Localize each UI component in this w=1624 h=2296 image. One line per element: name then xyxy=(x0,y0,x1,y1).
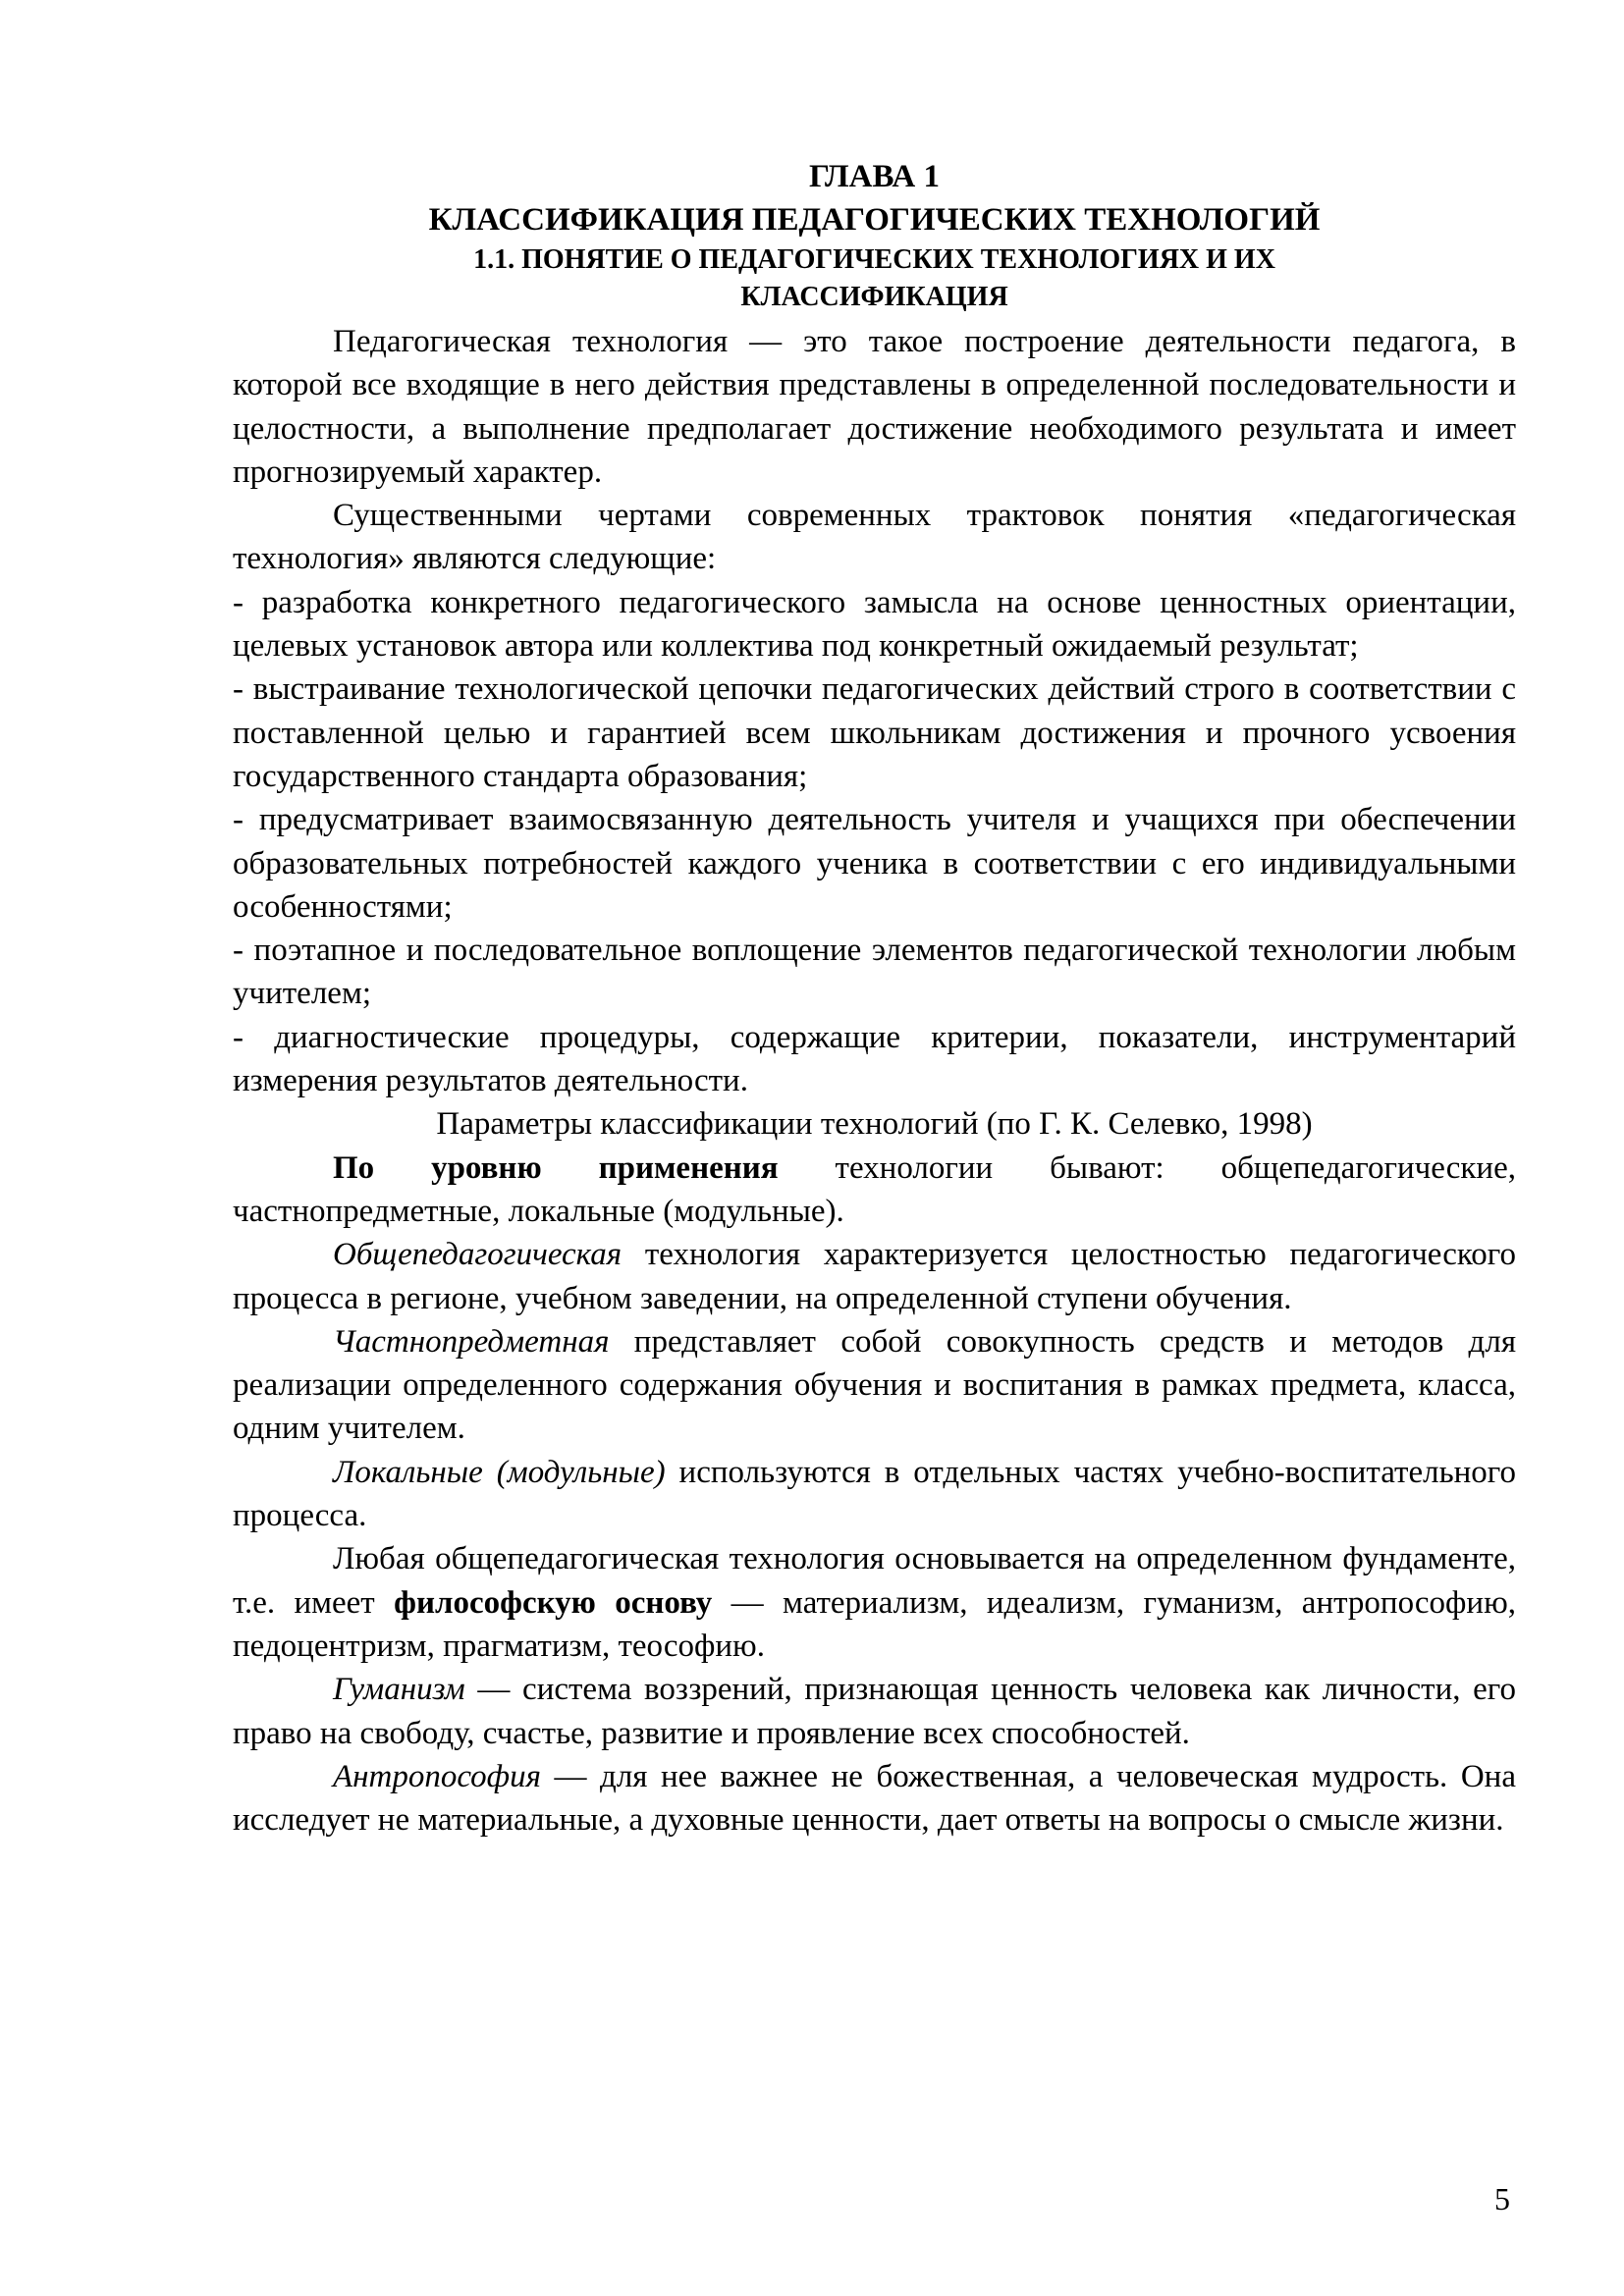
chapter-label: ГЛАВА 1 xyxy=(809,159,940,194)
local-text: используются в отдельных частях учебно-воспитательного процесса. xyxy=(233,1454,1516,1534)
page-number: 5 xyxy=(1494,2181,1510,2216)
humanism-term: Гуманизм xyxy=(333,1672,465,1708)
anthroposophy-text: — для нее важнее не божественная, а человеческая мудрость. Она исследует не материальные, а духовные ценности, дает ответы на вопросы о смысле жизни. xyxy=(233,1758,1516,1839)
paragraph-general xyxy=(233,1233,1516,1320)
paragraph-anthroposophy xyxy=(233,1755,1516,1842)
subject-term: Частнопредметная xyxy=(333,1323,610,1360)
features-list xyxy=(233,581,1516,1103)
paragraph-level xyxy=(233,1147,1516,1234)
section-title-line2: КЛАССИФИКАЦИЯ xyxy=(740,282,1008,312)
paragraph-humanism xyxy=(233,1668,1516,1755)
list-item: - выстраивание технологической цепочки педагогических действий строго в соответствии с поставленной целью и гарантией всем школьникам достижения и прочного усвоения государственного стандарта образования; xyxy=(233,671,1516,794)
paragraph-definition: Педагогическая технология — это такое построение деятельности педагога, в которой все входящие в него действия представлены в определенной последовательности и целостности, а выполнение предполагает достижение необходимого результата и имеет прогнозируемый характер. xyxy=(233,324,1516,490)
paragraph-features-intro: Существенными чертами современных трактовок понятия «педагогическая технология» являются следующие: xyxy=(233,498,1516,577)
list-item: - предусматривает взаимосвязанную деятельность учителя и учащихся при обеспечении образовательных потребностей каждого ученика в соответствии с его индивидуальными особенностями; xyxy=(233,802,1516,925)
philosophy-text-rest: — материализм, идеализм, гуманизм, антропософию, педоцентризм, прагматизм, теософию. xyxy=(233,1584,1516,1664)
section-title-line1: 1.1. ПОНЯТИЕ О ПЕДАГОГИЧЕСКИХ ТЕХНОЛОГИЯХ И ИХ xyxy=(473,244,1275,275)
list-item: - разработка конкретного педагогического замысла на основе ценностных ориентации, целевых установок автора или коллектива под конкретный ожидаемый результат; xyxy=(233,584,1516,665)
document-page xyxy=(233,155,1516,1842)
paragraph-subject xyxy=(233,1320,1516,1451)
general-text: технология характеризуется целостностью педагогического процесса в регионе, учебном заведении, на определенной ступени обучения. xyxy=(233,1237,1516,1316)
subject-text: представляет собой совокупность средств и методов для реализации определенного содержания обучения и воспитания в рамках предмета, класса, одним учителем. xyxy=(233,1323,1516,1447)
paragraph-local xyxy=(233,1451,1516,1538)
philosophy-term: философскую основу xyxy=(394,1584,713,1621)
list-item: - поэтапное и последовательное воплощение элементов педагогической технологии любым учителем; xyxy=(233,933,1516,1012)
level-term: По уровню применения xyxy=(333,1149,779,1186)
paragraph-philosophy xyxy=(233,1537,1516,1668)
chapter-title: КЛАССИФИКАЦИЯ ПЕДАГОГИЧЕСКИХ ТЕХНОЛОГИЙ xyxy=(428,202,1321,238)
params-heading: Параметры классификации технологий (по Г. К. Селевко, 1998) xyxy=(436,1106,1313,1143)
philosophy-text-start: Любая общепедагогическая технология основывается на определенном фундаменте, т.е. имеет xyxy=(233,1541,1516,1621)
general-term: Общепедагогическая xyxy=(333,1237,623,1273)
local-term: Локальные (модульные) xyxy=(333,1454,666,1490)
level-text: технологии бывают: общепедагогические, частнопредметные, локальные (модульные). xyxy=(233,1149,1516,1229)
anthroposophy-term: Антропософия xyxy=(333,1758,541,1794)
list-item: - диагностические процедуры, содержащие критерии, показатели, инструментарий измерения результатов деятельности. xyxy=(233,1019,1516,1099)
humanism-text: — система воззрений, признающая ценность человека как личности, его право на свободу, счастье, развитие и проявление всех способностей. xyxy=(233,1672,1516,1751)
